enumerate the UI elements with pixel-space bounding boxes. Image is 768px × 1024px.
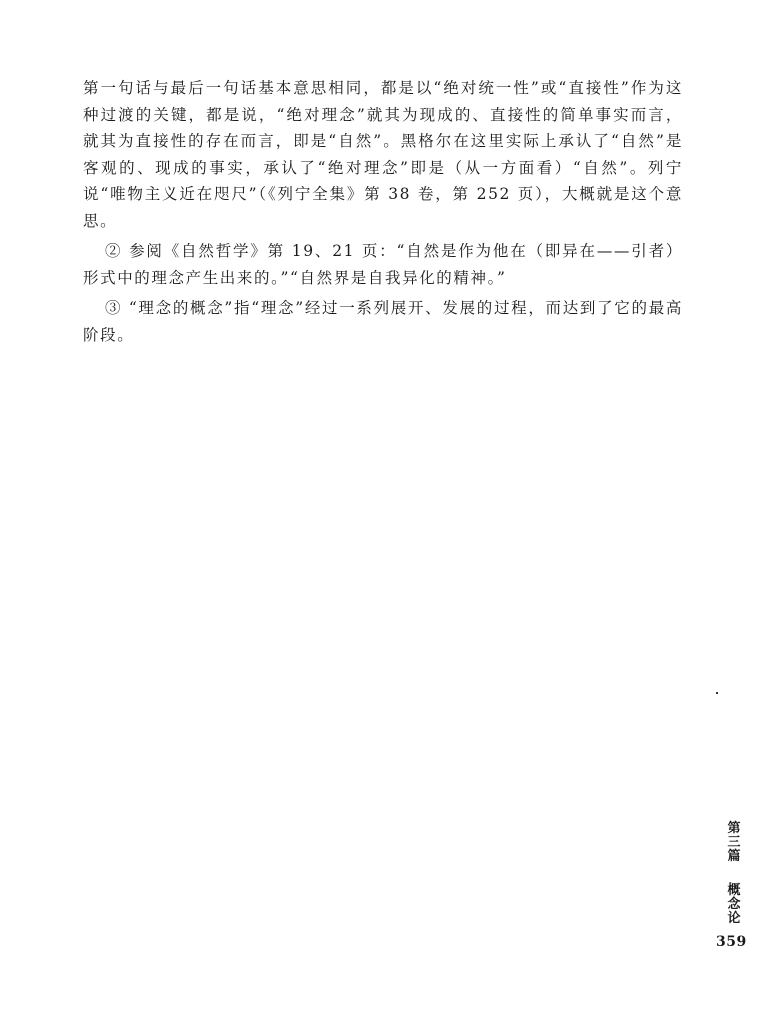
scan-speck — [716, 692, 718, 694]
footnote-3: ③ “理念的概念”指“理念”经过一系列展开、发展的过程，而达到了它的最高阶段。 — [83, 299, 683, 344]
page-number: 359 — [716, 934, 747, 950]
footnote-2: ② 参阅《自然哲学》第 19、21 页：“自然是作为他在（即异在——引者）形式中的理念产生出来的。”“自然界是自我异化的精神。” — [83, 242, 683, 287]
footnote-continuation: 第一句话与最后一句话基本意思相同，都是以“绝对统一性”或“直接性”作为这种过渡的关键，都是说，“绝对理念”就其为现成的、直接性的简单事实而言，就其为直接性的存在而言，即是“自然”。黑格尔在这里实际上承认了“自然”是客观的、现成的事实，承认了“绝对理念”即是（从一方面看）“自然”。列宁说“唯物主义近在咫尺”（《列宁全集》第 38 卷，第 252 页），大概就是这个意思。 — [83, 79, 683, 230]
margin-section-title: 概念论 — [727, 883, 741, 926]
margin-part-label: 第三篇 — [727, 821, 741, 864]
footnotes-block — [83, 75, 683, 352]
